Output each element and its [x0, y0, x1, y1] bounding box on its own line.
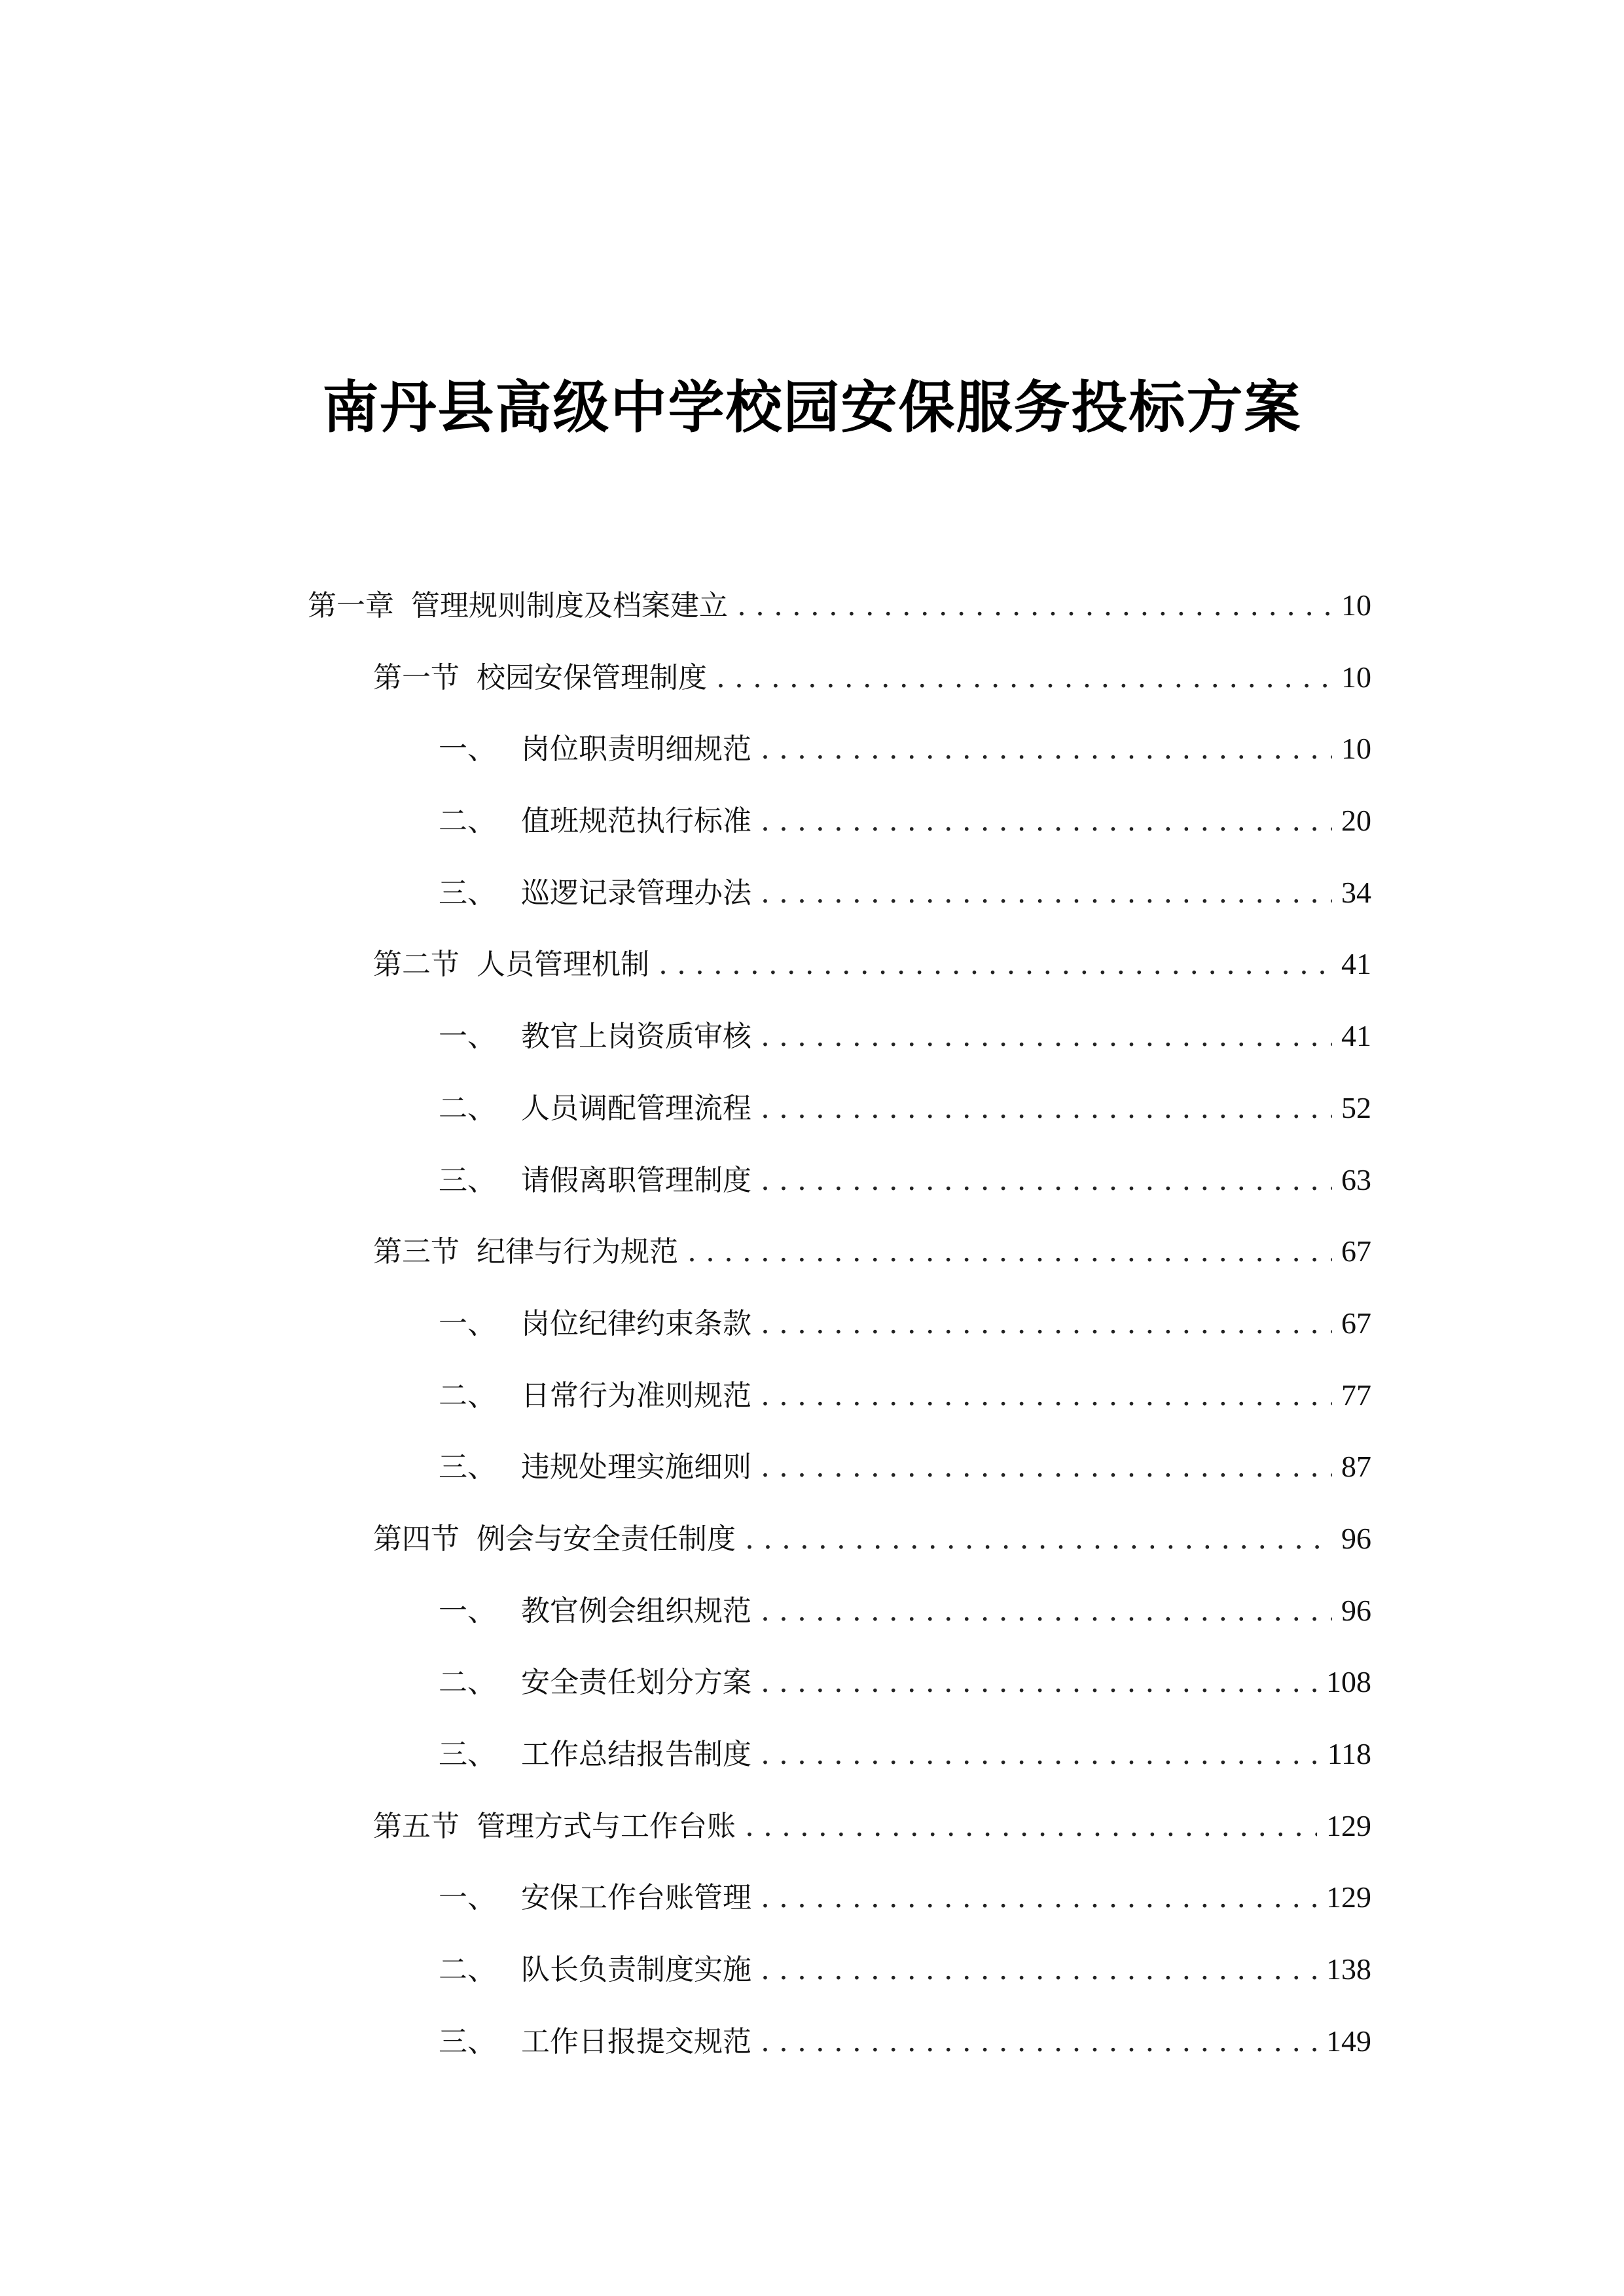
toc-entry-number: 一、: [439, 1020, 496, 1054]
toc-dot-leader: [761, 713, 1332, 785]
toc-entry-title: 人员调配管理流程: [521, 1091, 751, 1125]
toc-entry[interactable]: [308, 1503, 1371, 1575]
toc-entry-page-number: 34: [1341, 875, 1371, 909]
toc-dot-leader: [745, 1503, 1332, 1575]
toc-entry-page-number: 149: [1326, 2024, 1371, 2058]
toc-entry-page-number: 138: [1326, 1952, 1371, 1986]
toc-dot-leader: [761, 1145, 1332, 1217]
toc-entry-title: 工作日报提交规范: [521, 2024, 751, 2058]
toc-entry-page-number: 87: [1341, 1450, 1371, 1484]
toc-entry-title: 违规处理实施细则: [521, 1450, 751, 1484]
toc-entry-number: 三、: [439, 1163, 496, 1197]
toc-entry-number: 三、: [439, 1738, 496, 1771]
toc-entry[interactable]: [308, 1575, 1371, 1647]
toc-entry-title: 队长负责制度实施: [521, 1953, 751, 1987]
toc-entry-page-number: 20: [1341, 804, 1371, 838]
toc-entry[interactable]: [308, 1790, 1371, 1862]
toc-entry-page-number: 41: [1341, 1019, 1371, 1053]
toc-entry[interactable]: [308, 928, 1371, 1000]
toc-entry-number: 第一章: [308, 589, 394, 622]
toc-entry-number: 第三节: [373, 1235, 460, 1269]
toc-dot-leader: [745, 1791, 1317, 1863]
toc-entry-title: 教官上岗资质审核: [521, 1020, 751, 1054]
toc-dot-leader: [761, 1647, 1317, 1719]
toc-entry-number: 第一节: [373, 660, 460, 694]
toc-entry[interactable]: [308, 2005, 1371, 2077]
toc-entry-number: 三、: [439, 876, 496, 910]
toc-entry-page-number: 129: [1326, 1808, 1371, 1842]
toc-entry-title: 例会与安全责任制度: [477, 1522, 736, 1556]
toc-entry-page-number: 67: [1341, 1306, 1371, 1340]
toc-entry-title: 校园安保管理制度: [477, 660, 707, 694]
toc-entry-number: 一、: [439, 732, 496, 766]
toc-entry-title: 日常行为准则规范: [521, 1378, 751, 1412]
toc-entry-number: 三、: [439, 2024, 496, 2058]
toc-entry-number: 第四节: [373, 1522, 460, 1556]
toc-dot-leader: [761, 1073, 1332, 1145]
toc-entry[interactable]: [308, 785, 1371, 857]
toc-entry-page-number: 96: [1341, 1593, 1371, 1627]
toc-entry-page-number: 108: [1326, 1665, 1371, 1699]
toc-dot-leader: [761, 785, 1332, 857]
toc-dot-leader: [761, 1934, 1317, 2006]
toc-entry-number: 二、: [439, 804, 496, 838]
toc-dot-leader: [761, 1862, 1317, 1934]
toc-entry-page-number: 67: [1341, 1234, 1371, 1268]
document-title: 南丹县高级中学校园安保服务投标方案: [322, 374, 1302, 440]
toc-entry[interactable]: [308, 1861, 1371, 1933]
toc-entry-title: 管理方式与工作台账: [477, 1809, 736, 1843]
toc-dot-leader: [761, 1431, 1332, 1503]
toc-entry-number: 二、: [439, 1953, 496, 1987]
toc-dot-leader: [761, 857, 1332, 929]
toc-entry-number: 第二节: [373, 948, 460, 982]
toc-entry[interactable]: [308, 1359, 1371, 1431]
toc-entry-page-number: 10: [1341, 732, 1371, 766]
toc-dot-leader: [761, 1288, 1332, 1360]
toc-entry[interactable]: [308, 1646, 1371, 1718]
toc-entry-number: 一、: [439, 1881, 496, 1915]
toc-entry-title: 巡逻记录管理办法: [521, 876, 751, 910]
toc-dot-leader: [761, 1001, 1332, 1073]
toc-entry-number: 第五节: [373, 1809, 460, 1843]
toc-entry-title: 岗位纪律约束条款: [521, 1306, 751, 1340]
toc-entry-title: 请假离职管理制度: [521, 1163, 751, 1197]
toc-dot-leader: [761, 2006, 1317, 2078]
toc-entry-title: 管理规则制度及档案建立: [411, 589, 728, 622]
toc-entry-title: 安保工作台账管理: [521, 1881, 751, 1915]
toc-entry[interactable]: [308, 1287, 1371, 1359]
toc-dot-leader: [761, 1719, 1318, 1791]
toc-entry[interactable]: [308, 1933, 1371, 2005]
toc-entry-number: 三、: [439, 1450, 496, 1484]
toc-dot-leader: [659, 929, 1332, 1001]
toc-entry-page-number: 52: [1341, 1090, 1371, 1124]
toc-entry[interactable]: [308, 857, 1371, 929]
toc-entry[interactable]: [308, 1431, 1371, 1503]
toc-entry-title: 人员管理机制: [477, 948, 649, 982]
toc-entry[interactable]: [308, 569, 1371, 641]
toc-entry[interactable]: [308, 1000, 1371, 1072]
toc-entry-page-number: 10: [1341, 660, 1371, 694]
toc-entry-number: 二、: [439, 1091, 496, 1125]
toc-entry[interactable]: [308, 1215, 1371, 1287]
toc-entry-page-number: 118: [1327, 1737, 1371, 1770]
toc-entry-page-number: 63: [1341, 1162, 1371, 1196]
toc-entry-title: 值班规范执行标准: [521, 804, 751, 838]
toc-entry-page-number: 96: [1341, 1521, 1371, 1555]
toc-entry-title: 教官例会组织规范: [521, 1594, 751, 1628]
toc-entry[interactable]: [308, 1072, 1371, 1144]
toc-entry-number: 二、: [439, 1378, 496, 1412]
toc-entry-title: 安全责任划分方案: [521, 1666, 751, 1700]
toc-entry-title: 工作总结报告制度: [521, 1738, 751, 1771]
toc-dot-leader: [716, 642, 1332, 714]
toc-entry-page-number: 41: [1341, 947, 1371, 981]
toc-entry[interactable]: [308, 641, 1371, 713]
toc-entry-number: 二、: [439, 1666, 496, 1700]
toc-entry-page-number: 10: [1341, 588, 1371, 622]
table-of-contents: [308, 569, 1371, 2077]
toc-entry-title: 纪律与行为规范: [477, 1235, 678, 1269]
toc-dot-leader: [761, 1360, 1332, 1432]
toc-entry-number: 一、: [439, 1594, 496, 1628]
toc-entry-page-number: 129: [1326, 1880, 1371, 1914]
toc-dot-leader: [687, 1216, 1332, 1288]
toc-entry-number: 一、: [439, 1306, 496, 1340]
toc-entry-page-number: 77: [1341, 1378, 1371, 1412]
toc-entry[interactable]: [308, 713, 1371, 785]
toc-entry[interactable]: [308, 1718, 1371, 1790]
toc-entry[interactable]: [308, 1144, 1371, 1216]
toc-dot-leader: [737, 570, 1332, 642]
toc-entry-title: 岗位职责明细规范: [521, 732, 751, 766]
toc-dot-leader: [761, 1575, 1332, 1647]
